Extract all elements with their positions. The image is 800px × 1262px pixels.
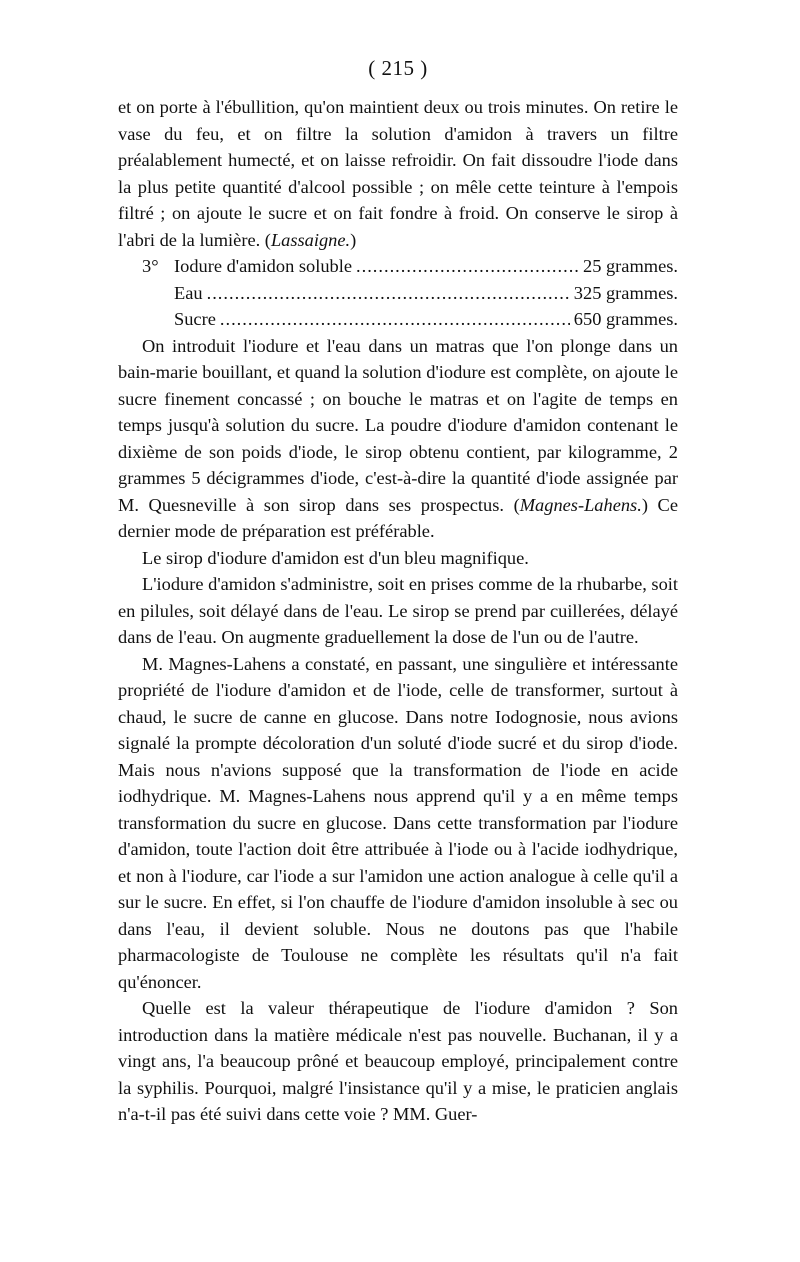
- recipe-row: [118, 306, 678, 333]
- ingredient-name: Eau: [174, 282, 203, 303]
- dot-leader: [220, 306, 570, 333]
- author-citation: Magnes-Lahens.: [519, 494, 642, 515]
- paragraph-syrup-color: Le sirop d'iodure d'amidon est d'un bleu magnifique.: [142, 547, 529, 568]
- recipe-row: [118, 280, 678, 307]
- paragraph-therapeutic-value: Quelle est la valeur thérapeutique de l'iodure d'amidon ? Son introduction dans la matière médicale n'est pas nouvelle. Buchanan, il y a vingt ans, l'a beaucoup prôné et beaucoup employé, principalement contre la syphilis. Pourquoi, malgré l'insistance qu'il y a mise, le praticien anglais n'a-t-il pas été suivi dans cette voie ? MM. Guer-: [118, 998, 678, 1124]
- book-page: [118, 54, 678, 1128]
- paragraph-magnes-method: [118, 333, 678, 545]
- ingredient-name: Sucre: [174, 309, 216, 329]
- paragraph-glucose-property: M. Magnes-Lahens a constaté, en passant, une singulière et intéressante propriété de l'iodure d'amidon et de l'iode, celle de transformer, surtout à chaud, le sucre de canne en glucose. Dans notre Iodognosie, nous avions signalé la prompte décoloration d'un soluté d'iode sucré et du sirop d'iode. Mais nous n'avions supposé que la transformation de l'iode en acide iodhydrique. M. Magnes-Lahens nous apprend qu'il y a en même temps transformation du sucre en glucose. Dans cette transformation par l'iodure d'amidon, toute l'action doit être attribuée à l'iode ou à l'acide iodhydrique, et non à l'iodure, car l'iode a sur l'amidon une action analogue à celle qu'il a sur le sucre. En effet, si l'on chauffe de l'iodure d'amidon insoluble à sec ou dans l'eau, il devient soluble. Nous ne doutons pas que l'habile pharmacologiste de Toulouse ne complète les résultats qu'il n'a fait qu'énoncer.: [118, 653, 678, 992]
- ingredient-name: Iodure d'amidon soluble: [174, 256, 352, 276]
- paragraph-text: et on porte à l'ébullition, qu'on maintient deux ou trois minutes. On retire le vase du feu, et on filtre la solution d'amidon à travers un filtre préalablement humecté, et on laisse refroidir. On fait dissoudre l'iode dans la plus petite quantité d'alcool possible ; on mêle cette teinture à l'empois filtré ; on ajoute le sucre et on fait fondre à froid. On conserve le sirop à l'abri de la lumière. (: [118, 97, 678, 250]
- paragraph-administration: L'iodure d'amidon s'administre, soit en prises comme de la rhubarbe, soit en pilules, soit délayé dans de l'eau. Le sirop se prend par cuillerées, délayé dans de l'eau. On augmente graduellement la dose de l'un ou de l'autre.: [118, 574, 678, 647]
- dot-leader: [356, 253, 579, 280]
- ingredient-quantity: 650 grammes.: [573, 309, 678, 329]
- ingredient-quantity: 25 grammes.: [583, 256, 678, 276]
- author-citation: Lassaigne.: [270, 229, 351, 250]
- page-number: ( 215 ): [368, 56, 428, 80]
- recipe-number: 3°: [142, 256, 159, 276]
- recipe-row: [118, 253, 678, 280]
- paragraph-lassaigne-method: [118, 94, 678, 253]
- recipe-list: [118, 253, 678, 333]
- paragraph-text: ) Ce dernier mode de préparation est préférable.: [118, 494, 678, 541]
- dot-leader: [207, 280, 570, 307]
- paragraph-text: ): [350, 229, 357, 250]
- ingredient-quantity: 325 grammes.: [573, 282, 678, 303]
- paragraph-text: On introduit l'iodure et l'eau dans un matras que l'on plonge dans un bain-marie bouillant, et quand la solution d'iodure est complète, on ajoute le sucre finement concassé ; on bouche le matras et on l'agite de temps en temps jusqu'à solution du sucre. La poudre d'iodure d'amidon contenant le dixième de son poids d'iode, le sirop obtenu contient, par kilogramme, 2 grammes 5 décigrammes d'iode, c'est-à-dire la quantité d'iode assignée par M. Quesneville à son sirop dans ses prospectus. (: [118, 335, 678, 515]
